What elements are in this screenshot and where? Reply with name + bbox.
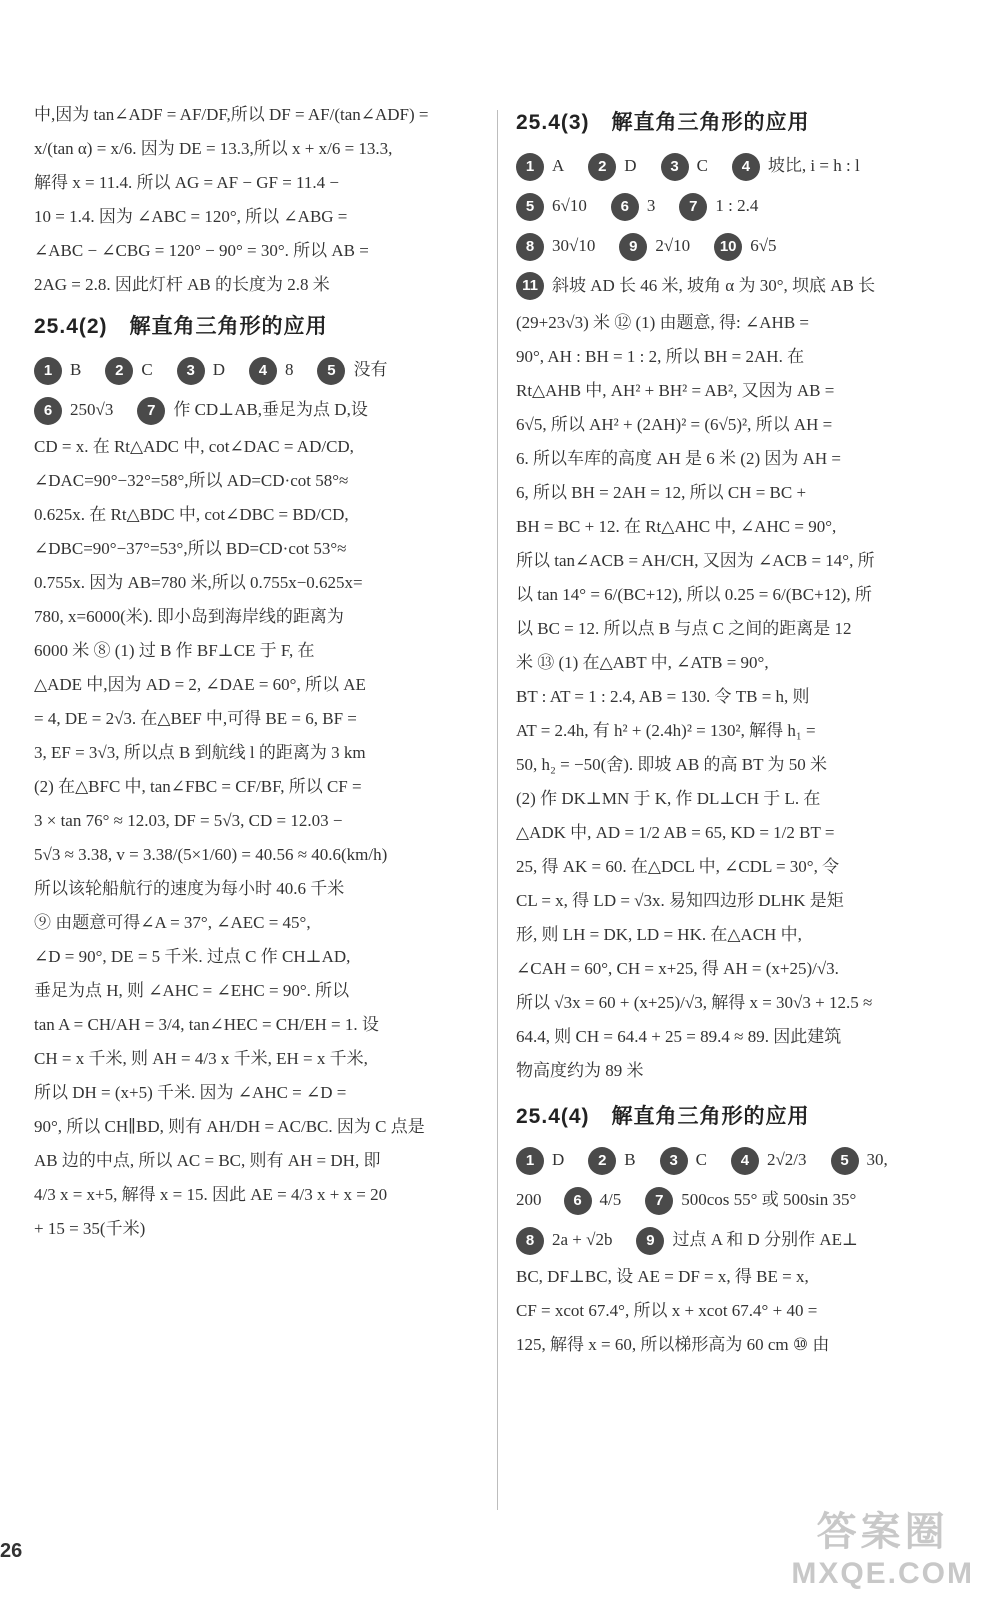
- answer-text: B: [624, 1150, 636, 1169]
- text-line: + 15 = 35(千米): [34, 1219, 146, 1238]
- answer-item: [516, 146, 564, 186]
- watermark-text: 答案圈: [816, 1510, 949, 1554]
- text-line: 米 ⑬ (1) 在△ABT 中, ∠ATB = 90°,: [516, 653, 769, 672]
- text-line: AB 边的中点, 所以 AC = BC, 则有 AH = DH, 即: [34, 1151, 381, 1170]
- text-line: 形, 则 LH = DK, LD = HK. 在△ACH 中,: [516, 925, 802, 944]
- solution-text: [516, 306, 958, 1088]
- question-number-badge: 4: [249, 357, 277, 385]
- answer-row: [516, 1180, 958, 1220]
- text-line: CH = x 千米, 则 AH = 4/3 x 千米, EH = x 千米,: [34, 1049, 368, 1068]
- text-line: CF = xcot 67.4°, 所以 x + xcot 67.4° + 40 =: [516, 1301, 818, 1320]
- answer-item: [34, 390, 113, 430]
- solution-text: [34, 430, 474, 1246]
- text-line: 780, x=6000(米). 即小岛到海岸线的距离为: [34, 607, 344, 626]
- answer-item: [249, 350, 294, 390]
- text-line: (2) 作 DK⊥MN 于 K, 作 DL⊥CH 于 L. 在: [516, 789, 821, 808]
- answer-text: C: [141, 360, 153, 379]
- section-heading-25-4-2: 25.4(2) 解直角三角形的应用: [34, 315, 328, 338]
- question-number-badge: 3: [661, 153, 689, 181]
- text-line: 3 × tan 76° ≈ 12.03, DF = 5√3, CD = 12.03 −: [34, 811, 343, 830]
- question-number-badge: 4: [732, 153, 760, 181]
- text-line: 64.4, 则 CH = 64.4 + 25 = 89.4 ≈ 89. 因此建筑: [516, 1027, 842, 1046]
- question-number-badge: 2: [588, 1147, 616, 1175]
- answer-item: [714, 226, 776, 266]
- text-line: △ADE 中,因为 AD = 2, ∠DAE = 60°, 所以 AE: [34, 675, 366, 694]
- answer-text: 2√2/3: [766, 1150, 807, 1169]
- answer-row: [516, 226, 958, 266]
- answer-item: [645, 1180, 856, 1220]
- text-line: 所以 √3x = 60 + (x+25)/√3, 解得 x = 30√3 + 12.5 ≈: [516, 993, 873, 1012]
- text-line: 所以该轮船航行的速度为每小时 40.6 千米: [34, 879, 345, 898]
- question-number-badge: 1: [34, 357, 62, 385]
- text-line: 0.625x. 在 Rt△BDC 中, cot∠DBC = BD/CD,: [34, 505, 349, 524]
- answer-text: 2a + √2b: [552, 1230, 613, 1249]
- answer-text: C: [696, 156, 708, 175]
- answer-item: [588, 1140, 635, 1180]
- text-line: 10 = 1.4. 因为 ∠ABC = 120°, 所以 ∠ABG =: [34, 207, 348, 226]
- answer-text: 8: [284, 360, 294, 379]
- text-line: ∠DAC=90°−32°=58°,所以 AD=CD·cot 58°≈: [34, 471, 349, 490]
- right-column: [516, 98, 958, 1362]
- intro-text: [34, 98, 474, 302]
- answer-text: 没有: [353, 360, 388, 379]
- answer-row: [516, 186, 958, 226]
- answer-item: [732, 146, 860, 186]
- answer-text: 2√10: [655, 236, 691, 255]
- answer-row: [34, 390, 474, 430]
- answer-item: [177, 350, 225, 390]
- text-line: 物高度约为 89 米: [516, 1061, 644, 1080]
- text-line: AT = 2.4h, 有 h² + (2.4h)² = 130², 解得 h₁ =: [516, 721, 816, 740]
- answer-item: [619, 226, 690, 266]
- question-number-badge: 11: [516, 272, 544, 300]
- answer-text: 1 : 2.4: [715, 196, 759, 215]
- left-column: [34, 98, 474, 1246]
- text-line: 解得 x = 11.4. 所以 AG = AF − GF = 11.4 −: [34, 173, 340, 192]
- answer-text: C: [695, 1150, 707, 1169]
- answer-item: [588, 146, 636, 186]
- question-number-badge: 6: [611, 193, 639, 221]
- answer-item: [661, 146, 708, 186]
- text-line: 以 BC = 12. 所以点 B 与点 C 之间的距离是 12: [516, 619, 852, 638]
- answer-item: [516, 226, 595, 266]
- answer-text: 斜坡 AD 长 46 米, 坡角 α 为 30°, 坝底 AB 长: [552, 276, 876, 295]
- text-line: ∠CAH = 60°, CH = x+25, 得 AH = (x+25)/√3.: [516, 959, 839, 978]
- page-number: 26: [0, 1540, 23, 1562]
- answer-text: 6√10: [552, 196, 587, 215]
- answer-item: [611, 186, 656, 226]
- question-number-badge: 3: [660, 1147, 688, 1175]
- question-number-badge: 9: [636, 1227, 664, 1255]
- text-line: 所以 DH = (x+5) 千米. 因为 ∠AHC = ∠D =: [34, 1083, 347, 1102]
- text-line: ∠DBC=90°−37°=53°,所以 BD=CD·cot 53°≈: [34, 539, 347, 558]
- text-line: ∠ABC − ∠CBG = 120° − 90° = 30°. 所以 AB =: [34, 241, 369, 260]
- answer-text: 作 CD⊥AB,垂足为点 D,设: [173, 400, 368, 419]
- text-line: BT : AT = 1 : 2.4, AB = 130. 令 TB = h, 则: [516, 687, 810, 706]
- text-line: 6. 所以车库的高度 AH 是 6 米 (2) 因为 AH =: [516, 449, 842, 468]
- text-line: Rt△AHB 中, AH² + BH² = AB², 又因为 AB =: [516, 381, 835, 400]
- answer-text: 过点 A 和 D 分别作 AE⊥: [672, 1230, 858, 1249]
- answer-text: D: [212, 360, 225, 379]
- text-line: = 4, DE = 2√3. 在△BEF 中,可得 BE = 6, BF =: [34, 709, 357, 728]
- solution-text: [516, 1260, 958, 1362]
- question-number-badge: 1: [516, 153, 544, 181]
- answer-item: [831, 1140, 888, 1180]
- text-line: ⑨ 由题意可得∠A = 37°, ∠AEC = 45°,: [34, 913, 311, 932]
- question-number-badge: 2: [588, 153, 616, 181]
- question-number-badge: 4: [731, 1147, 759, 1175]
- answer-text: 坡比, i = h : l: [767, 156, 860, 175]
- text-line: 2AG = 2.8. 因此灯杆 AB 的长度为 2.8 米: [34, 275, 330, 294]
- answer-row: [516, 1140, 958, 1180]
- text-line: 中,因为 tan∠ADF = AF/DF,所以 DF = AF/(tan∠ADF) =: [34, 105, 429, 124]
- answer-item: [516, 1140, 564, 1180]
- text-line: 5√3 ≈ 3.38, v = 3.38/(5×1/60) = 40.56 ≈ 40.6(km/h): [34, 845, 388, 864]
- question-number-badge: 3: [177, 357, 205, 385]
- question-number-badge: 10: [714, 233, 742, 261]
- text-line: 6000 米 ⑧ (1) 过 B 作 BF⊥CE 于 F, 在: [34, 641, 315, 660]
- question-number-badge: 1: [516, 1147, 544, 1175]
- answer-item: [137, 390, 368, 430]
- answer-item: [731, 1140, 807, 1180]
- text-line: BH = BC + 12. 在 Rt△AHC 中, ∠AHC = 90°,: [516, 517, 837, 536]
- question-number-badge: 8: [516, 233, 544, 261]
- text-line: 3, EF = 3√3, 所以点 B 到航线 l 的距离为 3 km: [34, 743, 366, 762]
- text-line: 6, 所以 BH = 2AH = 12, 所以 CH = BC +: [516, 483, 807, 502]
- text-line: (29+23√3) 米 ⑫ (1) 由题意, 得: ∠AHB =: [516, 313, 810, 332]
- text-line: 以 tan 14° = 6/(BC+12), 所以 0.25 = 6/(BC+12), 所: [516, 585, 872, 604]
- answer-row-11: [516, 266, 958, 306]
- text-line: tan A = CH/AH = 3/4, tan∠HEC = CH/EH = 1. 设: [34, 1015, 379, 1034]
- answer-row: [516, 1220, 958, 1260]
- text-line: CL = x, 得 LD = √3x. 易知四边形 DLHK 是矩: [516, 891, 844, 910]
- answer-rows: [516, 146, 958, 266]
- answer-text: A: [552, 156, 565, 175]
- column-divider: [497, 110, 498, 1510]
- answer-text: 6√5: [750, 236, 777, 255]
- answer-text: D: [624, 156, 637, 175]
- text-line: 所以 tan∠ACB = AH/CH, 又因为 ∠ACB = 14°, 所: [516, 551, 875, 570]
- question-number-badge: 6: [564, 1187, 592, 1215]
- answer-text: 3: [646, 196, 656, 215]
- text-line: 4/3 x = x+5, 解得 x = 15. 因此 AE = 4/3 x + x = 20: [34, 1185, 388, 1204]
- text-line: 6√5, 所以 AH² + (2AH)² = (6√5)², 所以 AH =: [516, 415, 833, 434]
- section-heading-25-4-3: 25.4(3) 解直角三角形的应用: [516, 111, 810, 134]
- answer-text: D: [552, 1150, 565, 1169]
- question-number-badge: 5: [317, 357, 345, 385]
- section-heading-25-4-4: 25.4(4) 解直角三角形的应用: [516, 1105, 810, 1128]
- question-number-badge: 5: [831, 1147, 859, 1175]
- text-line: BC, DF⊥BC, 设 AE = DF = x, 得 BE = x,: [516, 1267, 809, 1286]
- text-line: 垂足为点 H, 则 ∠AHC = ∠EHC = 90°. 所以: [34, 981, 350, 1000]
- answer-text: 250√3: [70, 400, 114, 419]
- watermark-url: MXQE.COM: [791, 1557, 974, 1590]
- question-number-badge: 7: [137, 397, 165, 425]
- text-line: 25, 得 AK = 60. 在△DCL 中, ∠CDL = 30°, 令: [516, 857, 840, 876]
- question-number-badge: 9: [619, 233, 647, 261]
- answer-item: [679, 186, 758, 226]
- answer-text: 200: [516, 1190, 542, 1209]
- answer-text: B: [70, 360, 82, 379]
- text-line: △ADK 中, AD = 1/2 AB = 65, KD = 1/2 BT =: [516, 823, 835, 842]
- question-number-badge: 5: [516, 193, 544, 221]
- text-line: CD = x. 在 Rt△ADC 中, cot∠DAC = AD/CD,: [34, 437, 354, 456]
- question-number-badge: 2: [105, 357, 133, 385]
- answer-item: [516, 186, 587, 226]
- text-line: 90°, 所以 CH∥BD, 则有 AH/DH = AC/BC. 因为 C 点是: [34, 1117, 425, 1136]
- answer-item: [34, 350, 81, 390]
- answer-text: 4/5: [599, 1190, 622, 1209]
- answer-row: [34, 350, 474, 390]
- answer-item: [516, 1220, 612, 1260]
- answer-text: 500cos 55° 或 500sin 35°: [681, 1190, 857, 1209]
- text-line: ∠D = 90°, DE = 5 千米. 过点 C 作 CH⊥AD,: [34, 947, 351, 966]
- text-line: (2) 在△BFC 中, tan∠FBC = CF/BF, 所以 CF =: [34, 777, 362, 796]
- answer-item: [660, 1140, 707, 1180]
- answer-item: [564, 1180, 622, 1220]
- answer-row: [516, 146, 958, 186]
- question-number-badge: 8: [516, 1227, 544, 1255]
- question-number-badge: 7: [645, 1187, 673, 1215]
- answer-item: [636, 1220, 858, 1260]
- watermark-logo: [791, 1500, 974, 1591]
- text-line: 125, 解得 x = 60, 所以梯形高为 60 cm ⑩ 由: [516, 1335, 830, 1354]
- text-line: 90°, AH : BH = 1 : 2, 所以 BH = 2AH. 在: [516, 347, 805, 366]
- answer-item: [317, 350, 387, 390]
- question-number-badge: 6: [34, 397, 62, 425]
- answer-item: [105, 350, 152, 390]
- text-line: x/(tan α) = x/6. 因为 DE = 13.3,所以 x + x/6 = 13.3,: [34, 139, 393, 158]
- text-line: 50, h₂ = −50(舍). 即坡 AB 的高 BT 为 50 米: [516, 755, 827, 774]
- text-line: 0.755x. 因为 AB=780 米,所以 0.755x−0.625x=: [34, 573, 363, 592]
- answer-text: 30,: [866, 1150, 888, 1169]
- question-number-badge: 7: [679, 193, 707, 221]
- answer-text: 30√10: [552, 236, 596, 255]
